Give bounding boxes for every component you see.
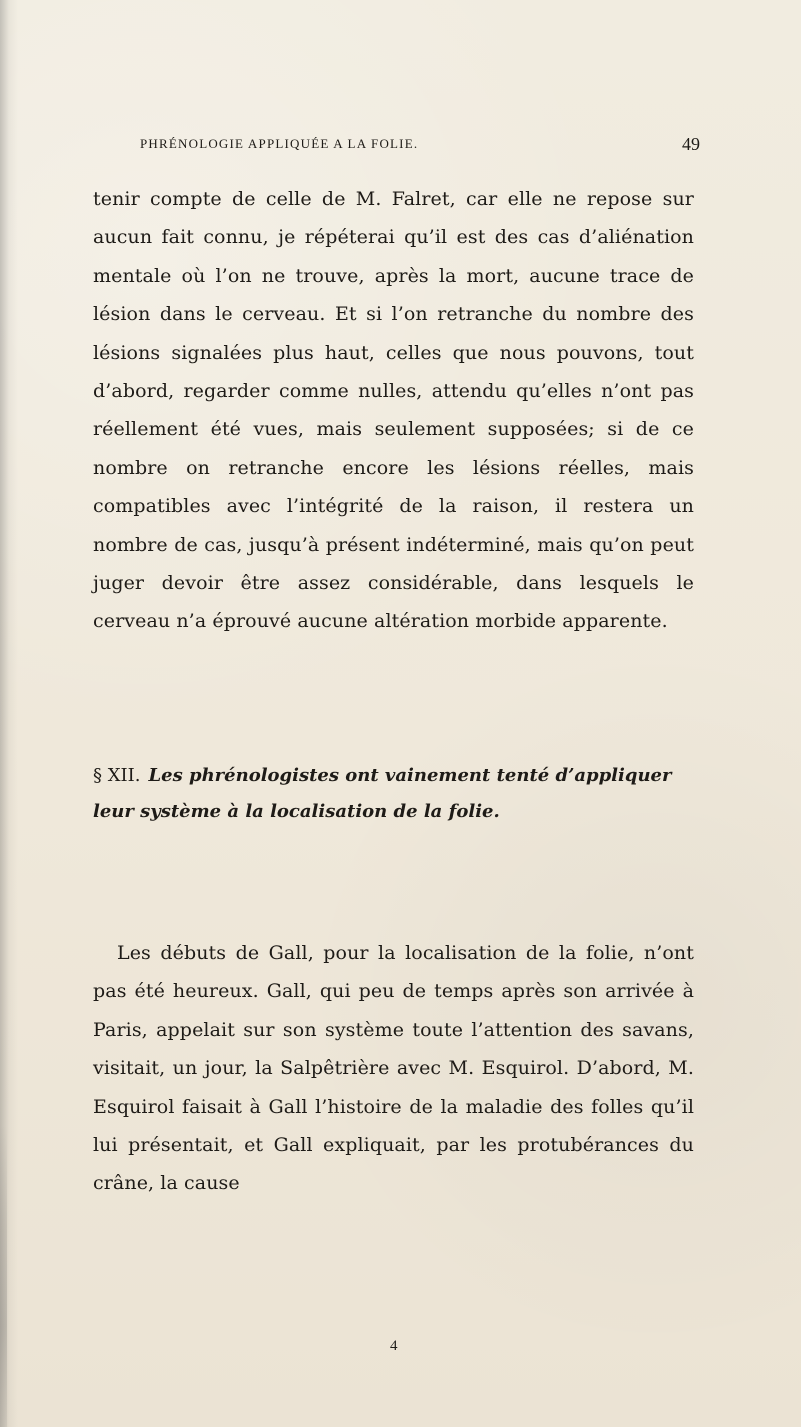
binding-strip [0,1125,7,1427]
header-page-number: 49 [682,134,700,154]
paragraph-1: tenir compte de celle de M. Falret, car elle ne repose sur aucun fait connu, je répéterai qu’il est des cas d’aliénation mentale où l’on ne trouve, après la mort, aucune trace de lésion dans le cerveau. Et si l’on retranche du nombre des lésions signalées plus haut, celles que nous pouvons, tout d’abord, regarder comme nulles, attendu qu’elles n’ont pas réellement été vues, mais seulement supposées; si de ce nombre on retranche encore les lésions réelles, mais compatibles avec l’intégrité de la raison, il restera un nombre de cas, jusqu’à présent indéterminé, mais qu’on peut juger devoir être assez considérable, dans lesquels le cerveau n’a éprouvé aucune altération morbide apparente. [93,188,694,633]
section-heading [93,758,689,830]
section-heading-text: Les phrénologistes ont vainement tenté d’appliquer leur système à la localisation de la folie. [93,765,672,822]
section-mark: § XII. [93,765,141,786]
running-header [140,136,700,160]
page-footer-number: 4 [390,1338,398,1354]
paragraph-2: Les débuts de Gall, pour la localisation de la folie, n’ont pas été heureux. Gall, qui peu de temps après son arrivée à Paris, appelait sur son système toute l’attention des savans, visitait, un jour, la Salpêtrière avec M. Esquirol. D’abord, M. Esquirol faisait à Gall l’histoire de la maladie des folles qu’il lui présentait, et Gall expliquait, par les protubérances du crâne, la cause [93,942,694,1195]
header-title: PHRÉNOLOGIE APPLIQUÉE A LA FOLIE. [140,136,419,151]
